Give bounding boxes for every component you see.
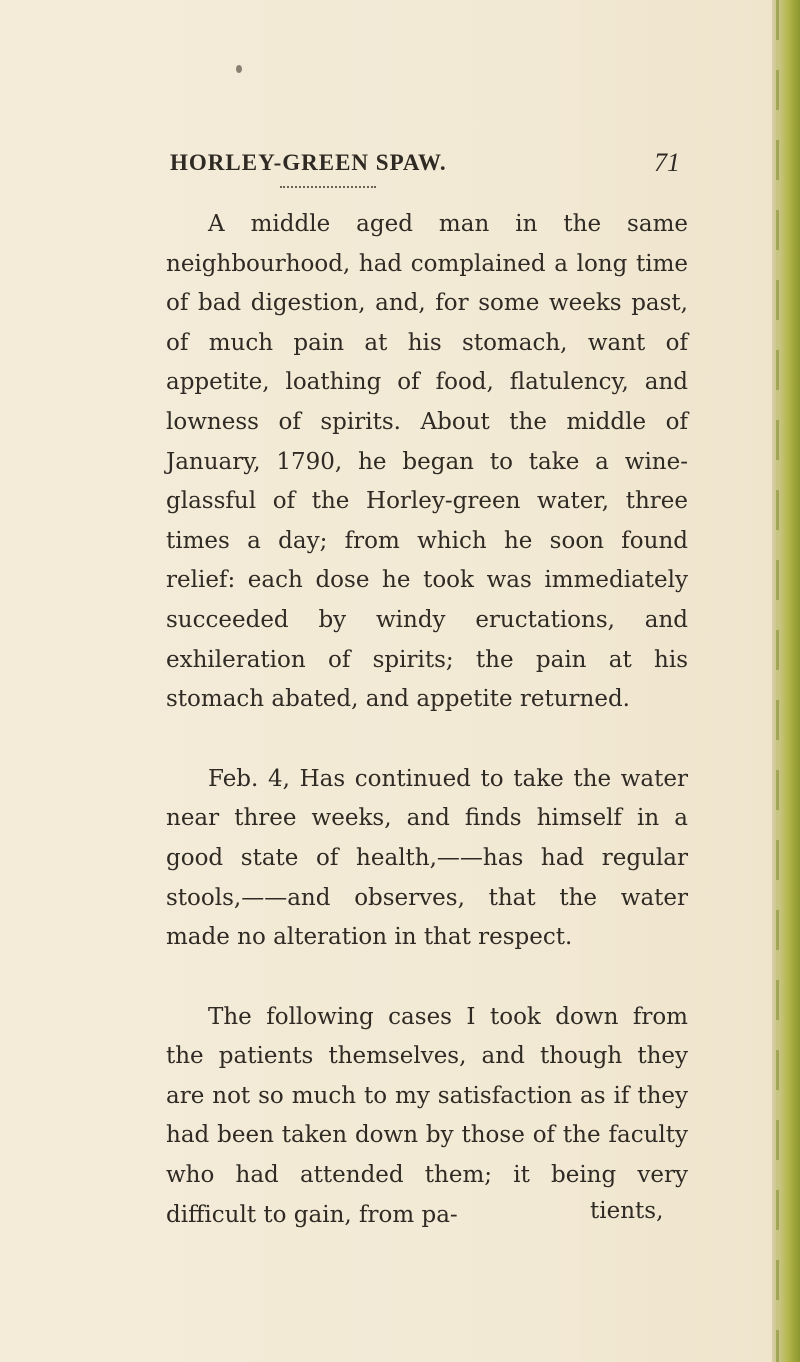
header-ornament: [280, 186, 376, 190]
book-spine-edge: [772, 0, 800, 1362]
running-head: HORLEY-GREEN SPAW.: [170, 150, 447, 175]
paragraph-2: Feb. 4, Has continued to take the water near three weeks, and finds himself in a good state of health,——has had regular stools,——and observes, that the water made no alteration in that respect.: [166, 765, 688, 951]
page-number: 71: [654, 148, 680, 177]
paragraph-1: A middle aged man in the same neighbourhood, had complained a long time of bad digestion, and, for some weeks past, of much pain at his stomach, want of appetite, loathing of food, flatulency, and lowness of spirits. About the middle of January, 1790, he began to take a wine-glassful of the Horley-green water, three times a day; from which he soon found relief: each dose he took was immediately succeeded by windy eructations, and exhileration of spirits; the pain at his stomach abated, and appetite returned.: [166, 211, 688, 713]
ink-spot: [236, 65, 242, 73]
paragraph-3: The following cases I took down from the patients themselves, and though they are not so much to my satisfaction as if they had been taken down by those of the faculty who had attended them; it being very difficult to gain, from pa-: [166, 1003, 688, 1228]
catchword: tients,: [590, 1198, 664, 1224]
page-header: [170, 150, 680, 180]
body-text: [166, 205, 688, 1235]
